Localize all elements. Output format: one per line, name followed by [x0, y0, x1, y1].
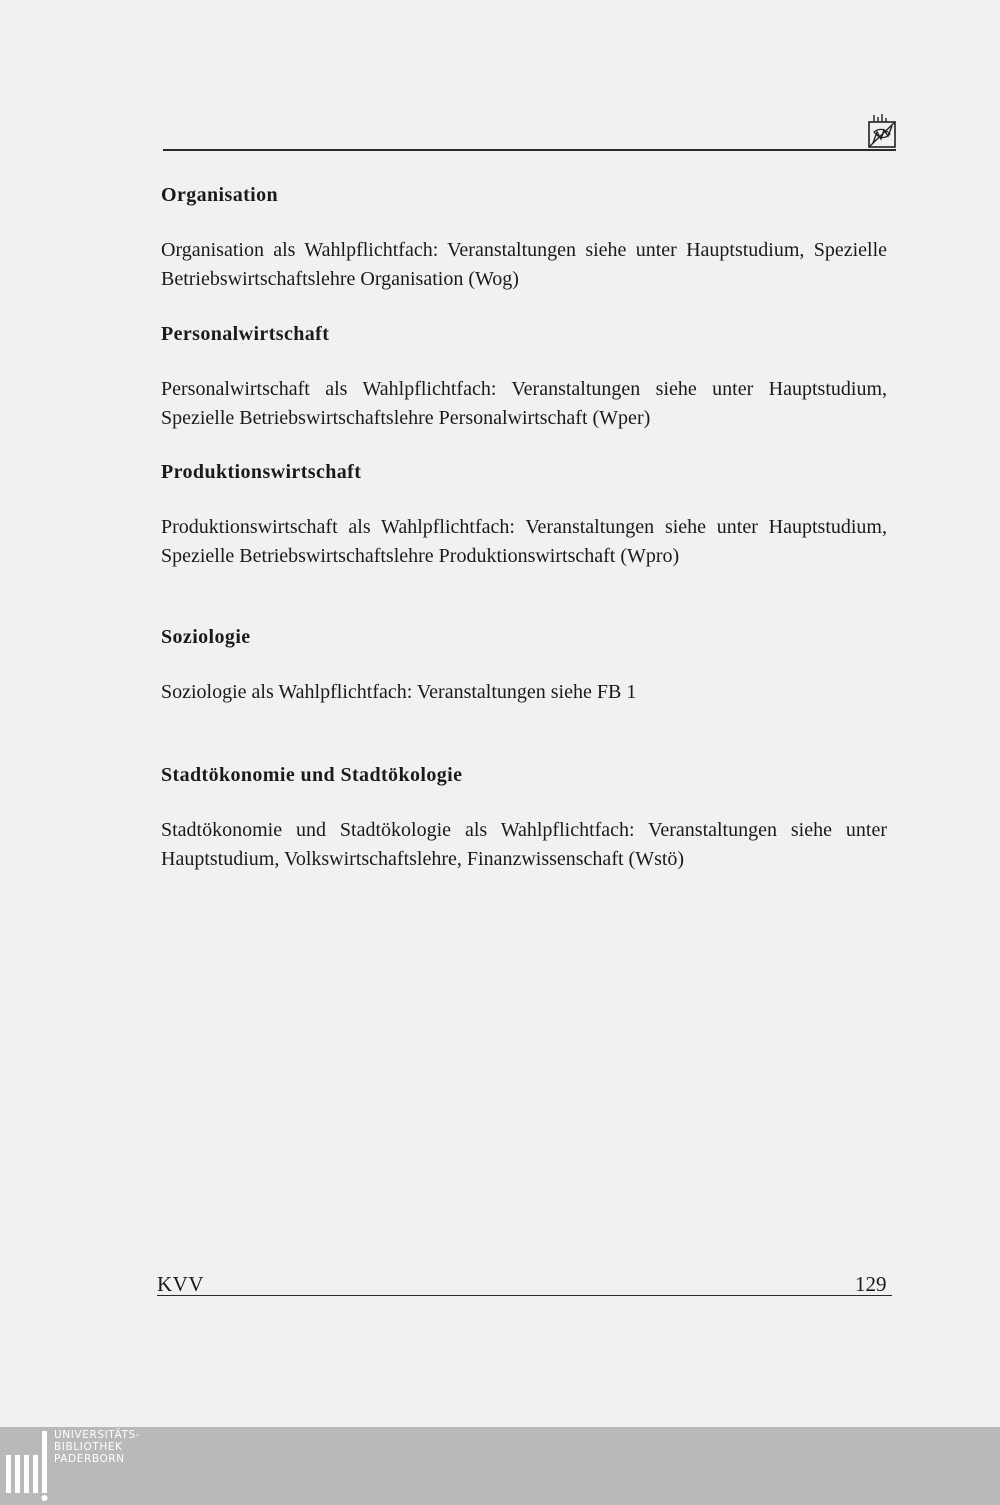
library-name [54, 1429, 140, 1465]
page-number: 129 [855, 1272, 887, 1296]
footer-label: KVV [157, 1272, 204, 1296]
library-logo-icon [2, 1429, 54, 1503]
section-organisation [161, 183, 887, 294]
library-name-line: UNIVERSITÄTS- [54, 1429, 141, 1441]
section-body: Soziologie als Wahlpflichtfach: Veranstaltungen siehe FB 1 [161, 681, 637, 703]
section-personalwirtschaft [161, 322, 887, 433]
library-banner [0, 1427, 1000, 1505]
library-name-line: PADERBORN [54, 1453, 125, 1465]
section-heading: Produktionswirtschaft [161, 461, 362, 483]
section-heading: Stadtökonomie und Stadtökologie [161, 764, 463, 786]
section-heading: Organisation [161, 184, 279, 206]
section-body: Produktionswirtschaft als Wahlpflichtfach: Veranstaltungen siehe unter Hauptstudium, Spezielle Betriebswirtschaftslehre Produktionswirtschaft (Wpro) [161, 516, 887, 567]
section-soziologie [161, 625, 887, 707]
section-body: Stadtökonomie und Stadtökologie als Wahlpflichtfach: Veranstaltungen siehe unter Hauptstudium, Volkswirtschaftslehre, Finanzwissenschaft (Wstö) [161, 819, 887, 870]
library-name-line: BIBLIOTHEK [54, 1441, 123, 1453]
section-body: Personalwirtschaft als Wahlpflichtfach: Veranstaltungen siehe unter Hauptstudium, Spezielle Betriebswirtschaftslehre Personalwirtschaft (Wper) [161, 378, 887, 429]
footer-rule [157, 1295, 892, 1296]
section-heading: Soziologie [161, 626, 251, 648]
section-stadtoekonomie [161, 763, 887, 874]
university-logo-icon [868, 112, 896, 148]
header-rule [163, 149, 896, 151]
section-produktionswirtschaft [161, 460, 887, 571]
section-heading: Personalwirtschaft [161, 323, 330, 345]
section-body: Organisation als Wahlpflichtfach: Veranstaltungen siehe unter Hauptstudium, Spezielle Betriebswirtschaftslehre Organisation (Wog) [161, 239, 887, 290]
